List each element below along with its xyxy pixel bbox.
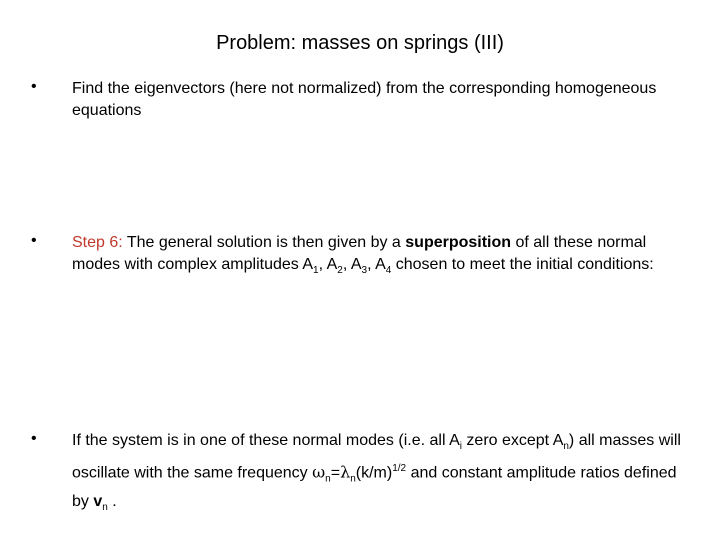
bullet-general-solution: Step 6: The general solution is then given by a superposition of all these normal modes with complex amplitudes $A_1$, $A_2$, $A_3$, $A_4$ chosen to meet the initial conditions: xyxy=(72,234,654,277)
lambda-symbol: λ xyxy=(340,462,351,482)
bullet-marker: • xyxy=(31,232,37,249)
bullet-marker: • xyxy=(31,430,37,447)
bullet-marker: • xyxy=(31,78,37,95)
bullet-eigenvectors: Find the eigenvectors (here not normalized) from the corresponding homogeneous equations xyxy=(72,80,657,119)
omega-symbol: ω xyxy=(312,462,326,482)
step-label: Step 6: xyxy=(72,234,123,251)
vector-v: v xyxy=(93,492,103,510)
bullet-normal-modes: If the system is in one of these normal modes (i.e. all $A_i$ zero except $A_n$) all masses will oscillate with the same frequency $\omega_n=\lambda_n(k/m)^{1/2}$ and constant amplitude ratios defined by $v_n$ . xyxy=(72,432,681,513)
slide-title: Problem: masses on springs (III) xyxy=(216,32,504,54)
superposition-term: superposition xyxy=(405,234,512,251)
